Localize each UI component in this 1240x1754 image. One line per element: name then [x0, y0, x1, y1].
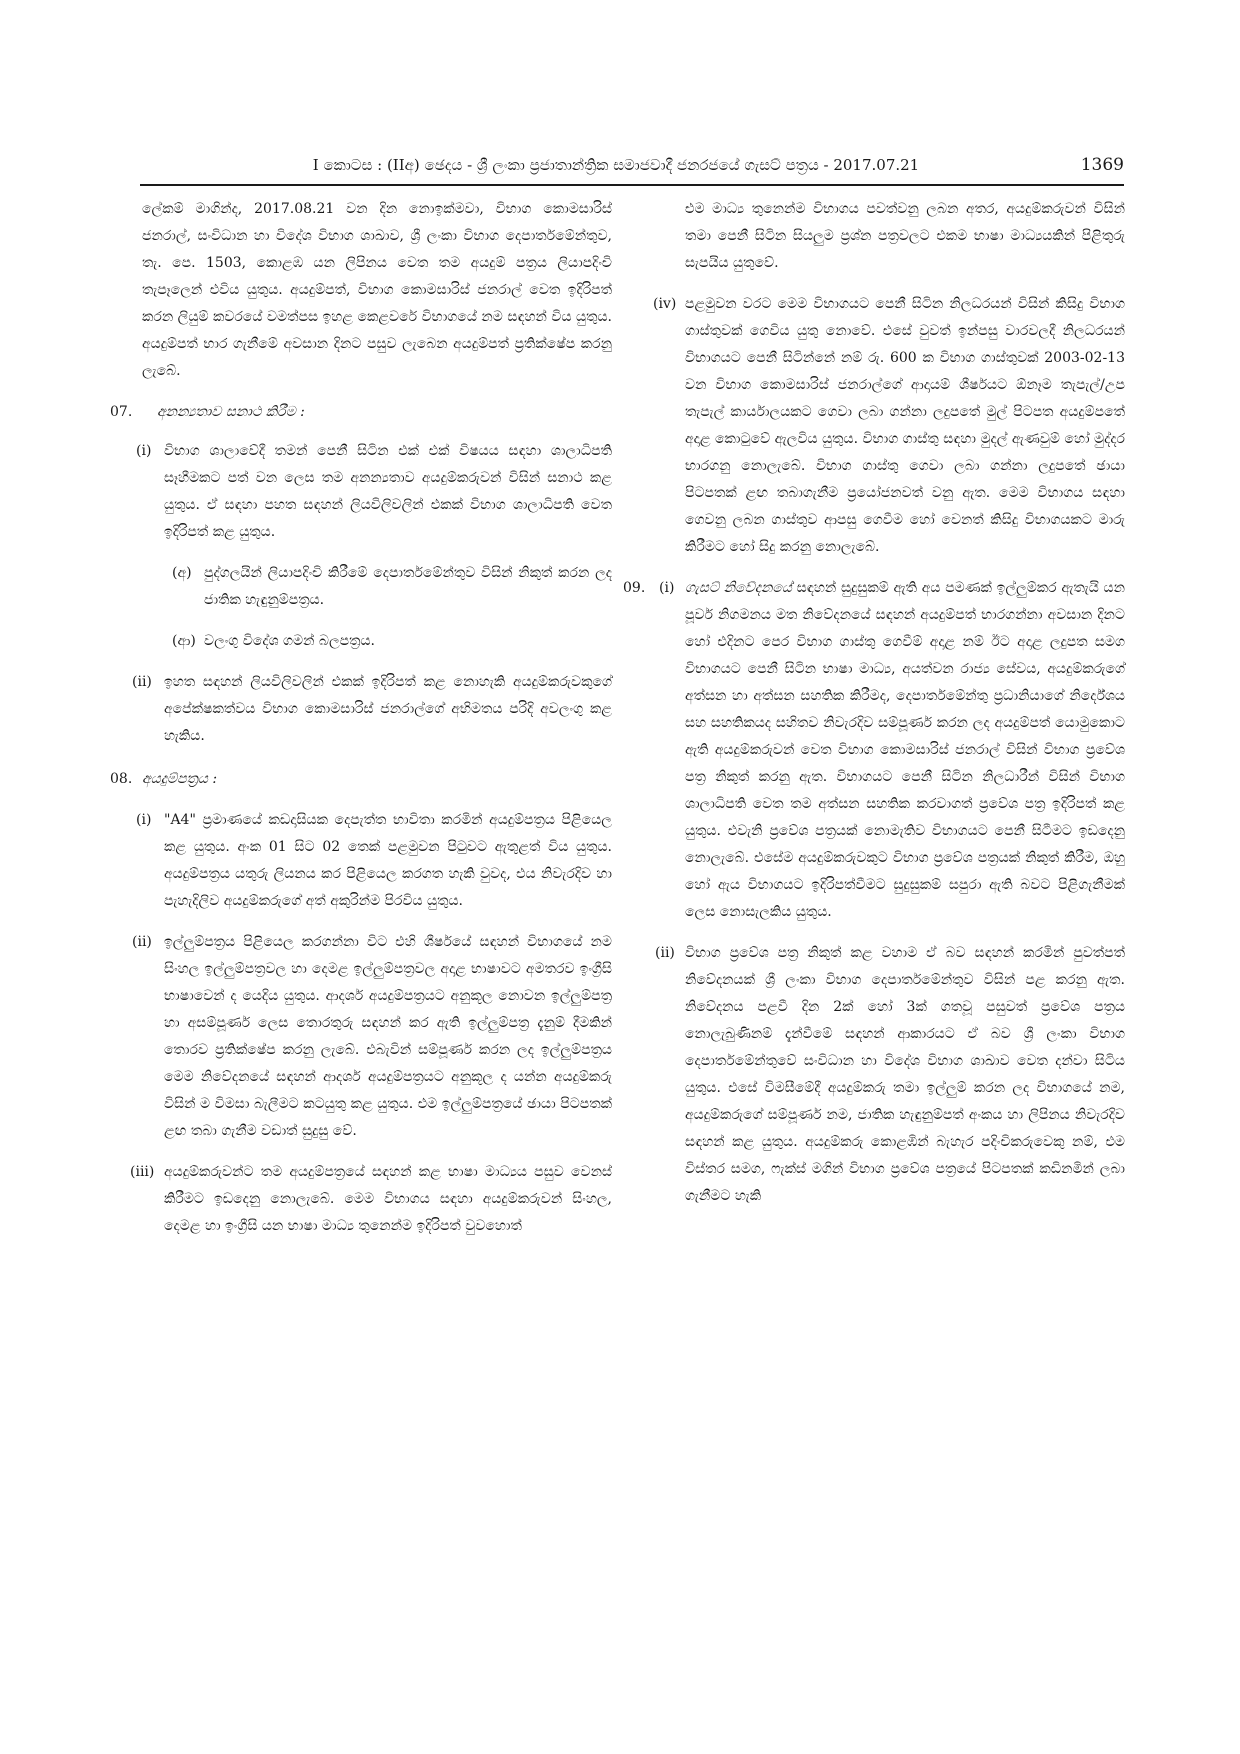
- section-08-title: අයදුම්පත්‍රය :: [142, 771, 218, 787]
- section-08-heading: [110, 766, 612, 793]
- section-07-subitem-a: [172, 560, 612, 614]
- section-07-title: අනන්‍යතාව සනාථ කිරීම :: [157, 404, 305, 420]
- intro-paragraph: ලේකම් මාගින්ද, 2017.08.21 වන දින නොඉක්මවා, විභාග කොමසාරිස් ජනරාල්, සංවිධාන හා විදේශ විභාග ශාඛාව, ශ්‍රී ලංකා විභාග දෙපාර්තමේන්තුව, තැ. පෙ. 1503, කොළඹ යන ලිපිනය වෙත තම අයදුම් පත්‍රය ලියාපදිංචි තැපෑලෙන් එවිය යුතුය. අයදුම්පත්, විභාග කොමසාරිස් ජනරාල් වෙත ඉදිරිපත් කරන ලියුම් කවරයේ වමත්පස ඉහළ කෙළවරේ විභාගයේ නම සඳහන් විය යුතුය. අයදුම්පත් භාර ගැනීමේ අවසාන දිනට පසුව ලැබෙන අයදුම්පත් ප්‍රතික්ෂේප කරනු ලැබේ.: [142, 201, 612, 379]
- item-text: අයදුම්කරුවන්ට තම අයදුම්පත්‍රයේ සඳහන් කළ භාෂා මාධ්‍යය පසුව වෙනස් කිරීමට ඉඩදෙනු නොලැබේ. මෙම විභාගය සඳහා අයදුම්කරුවන් සිංහල, දෙමළ හා ඉංග්‍රීසි යන භාෂා මාධ්‍ය තුනෙන්ම ඉදිරිපත් වුවහොත්: [164, 1164, 612, 1234]
- section-07-heading: [110, 399, 612, 426]
- gazette-title: I කොටස : (IIඅ) ඡෙදය - ශ්‍රී ලංකා ප්‍රජාතාන්ත්‍රික සමාජවාදී ජනරජයේ ගැසට් පත්‍රය - 2017.07.21: [312, 156, 920, 174]
- section-09-number: 09.: [623, 580, 646, 596]
- subitem-label: (ආ): [172, 633, 196, 649]
- section-07-number: 07.: [110, 404, 133, 420]
- section-08-item-i: [136, 807, 612, 915]
- right-column: [623, 196, 1125, 1210]
- section-07-item-i: [136, 438, 612, 546]
- section-09-item-ii: [655, 940, 1125, 1210]
- item-label: (ii): [655, 945, 675, 961]
- subitem-text: පුද්ගලයින් ලියාපදිංචි කිරීමේ දෙපාර්තමේන්තුව විසින් නිකුත් කරන ලද ජාතික හැඳුනුම්පත්‍රය.: [204, 565, 612, 608]
- item-label: (i): [136, 812, 152, 828]
- section-08-item-iv: [653, 291, 1125, 561]
- item-text-body: සඳහන් සුදුසුකම් ඇති අය පමණක් ඉල්ලුම්කර ඇතැයි යන පූර්ව නිගමනය මත නිවේදනයේ සඳහන් අයදුම්පත් භාරගන්නා අවසාන දිනට හෝ එදිනට පෙර විභාග ගාස්තු ගෙවීම් අදාළ නම් ඊට අදාළ ලදුපත සමග විභාගයට පෙනී සිටින භාෂා මාධ්‍ය, අයත්වන රාජ්‍ය සේවය, අයදුම්කරුගේ අත්සන හා අත්සන සහතික කිරීමද, දෙපාර්තමේන්තු ප්‍රධානියාගේ නිර්දේශය සහ සහතිකයද සහිතව නිවැරදිව සම්පූර්ණ කරන ලද අයදුම්පත් යොමුකොට ඇති අයදුම්කරුවන් වෙත විභාග කොමසාරිස් ජනරාල් විසින් විභාග ප්‍රවේශ පත්‍ර නිකුත් කරනු ඇත. විභාගයට පෙනී සිටින නිලධාරීන් විසින් විභාග ශාලාධිපති වෙත තම අත්සන සහතික කරවාගත් ප්‍රවේශ පත්‍ර ඉදිරිපත් කළ යුතුය. එවැනි ප්‍රවේශ පත්‍රයක් නොමැතිව විභාගයට පෙනී සිටීමට ඉඩදෙනු නොලැබේ. එසේම අයදුම්කරුවකුට විභාග ප්‍රවේශ පත්‍රයක් නිකුත් කිරීම, ඔහු හෝ ඇය විභාගයට ඉදිරිපත්වීමට සුදුසුකම් සපුරා ඇති බවට පිළිගැනීමක් ලෙස නොසැලකිය යුතුය.: [685, 580, 1125, 920]
- subitem-text: වලංගු විදේශ ගමන් බලපත්‍රය.: [204, 633, 375, 649]
- item-text: ඉහත සඳහන් ලියවිලිවලින් එකක් ඉදිරිපත් කළ නොහැකි අයදුම්කරුවකුගේ අපේක්ෂකත්වය විභාග කොමසාරිස් ජනරාල්ගේ අභිමතය පරිදි අවලංගු කළ හැකිය.: [164, 674, 612, 744]
- section-07-item-ii: [132, 669, 612, 750]
- section-08-item-iii: [130, 1159, 612, 1240]
- page-number: 1369: [1080, 155, 1124, 175]
- item-label: (ii): [132, 934, 152, 950]
- section-08-number: 08.: [110, 771, 133, 787]
- item-label: (i): [659, 580, 675, 596]
- item-label: (iv): [653, 296, 677, 312]
- page-header: [140, 150, 1124, 180]
- item-label: (iii): [130, 1164, 155, 1180]
- item-label: (ii): [132, 674, 152, 690]
- item-text: ඉල්ලුම්පත්‍රය පිළියෙල කරගන්නා විට එහි ශීර්ෂයේ සඳහන් විභාගයේ නම සිංහල ඉල්ලුම්පත්‍රවල හා දෙමළ ඉල්ලුම්පත්‍රවල අදාළ භාෂාවට අමතරව ඉංග්‍රීසි භාෂාවෙන් ද යෙදිය යුතුය. ආදර්ශ අයදුම්පත්‍රයට අනුකූල නොවන ඉල්ලුම්පත්‍ර හා අසම්පූර්ණ ලෙස තොරතුරු සඳහන් කර ඇති ඉල්ලුම්පත්‍ර දැනුම් දීමකින් තොරව ප්‍රතික්ෂේප කරනු ලැබේ. එබැවින් සම්පූර්ණ කරන ලද ඉල්ලුම්පත්‍රය මෙම නිවේදනයේ සඳහන් ආදර්ශ අයදුම්පත්‍රයට අනුකූල ද යන්න අයදුම්කරු විසින් ම විමසා බැලීමට කටයුතු කළ යුතුය. එම ඉල්ලුම්පත්‍රයේ ඡායා පිටපතක් ළඟ තබා ගැනීම වඩාත් සුදුසු වේ.: [164, 934, 612, 1139]
- continued-paragraph: එම මාධ්‍ය තුනෙන්ම විභාගය පවත්වනු ලබන අතර, අයදුම්කරුවන් විසින් තමා පෙනී සිටින සියලුම ප්‍රශ්න පත්‍රවලට එකම භාෂා මාධ්‍යයකින් පිළිතුරු සැපයිය යුතුවේ.: [685, 201, 1125, 271]
- header-rule: [140, 184, 1124, 186]
- gazette-notice-emphasis: ගැසට් නිවේදනයේ: [685, 580, 792, 596]
- item-label: (i): [136, 443, 152, 459]
- item-text: "A4" ප්‍රමාණයේ කඩදාසියක දෙපැත්ත භාවිතා කරමින් අයදුම්පත්‍රය පිළියෙල කළ යුතුය. අංක 01 සිට 02 තෙක් පළමුවන පිටුවට ඇතුළත් විය යුතුය. අයදුම්පත්‍රය යතුරු ලියනය කර පිළියෙල කරගත හැකි වුවද, එය නිවැරදිව හා පැහැදිලිව අයදුම්කරුගේ අත් අකුරින්ම පිරවිය යුතුය.: [164, 812, 612, 909]
- section-09-item-i: [623, 575, 1125, 926]
- item-text: [685, 575, 1125, 926]
- item-text: විභාග ශාලාවේදී තමන් පෙනී සිටින එක් එක් විෂයය සඳහා ශාලාධිපති සෑහීමකට පත් වන ලෙස තම අනන්‍යතාව අයදුම්කරුවන් විසින් සනාථ කළ යුතුය. ඒ සඳහා පහත සඳහන් ලියවිලිවලින් එකක් විභාග ශාලාධිපති වෙත ඉදිරිපත් කළ යුතුය.: [164, 443, 612, 540]
- item-text: විභාග ප්‍රවේශ පත්‍ර නිකුත් කළ වහාම ඒ බව සඳහන් කරමින් පුවත්පත් නිවේදනයක් ශ්‍රී ලංකා විභාග දෙපාර්තමේන්තුව විසින් පළ කරනු ඇත. නිවේදනය පළවී දින 2ක් හෝ 3ක් ගතවූ පසුවත් ප්‍රවේශ පත්‍රය නොලැබුණිනම් දැන්වීමේ සඳහන් ආකාරයට ඒ බව ශ්‍රී ලංකා විභාග දෙපාර්තමේන්තුවේ සංවිධාන හා විදේශ විභාග ශාඛාව වෙත දන්වා සිටිය යුතුය. එසේ විමසීමේදී අයදුම්කරු තමා ඉල්ලුම් කරන ලද විභාගයේ නම, අයදුම්කරුගේ සම්පූර්ණ නම, ජාතික හැඳුනුම්පත් අංකය හා ලිපිනය නිවැරදිව සඳහන් කළ යුතුය. අයදුම්කරු කොළඹින් බැහැර පදිංචිකරුවෙකු නම්, එම විස්තර සමග, ෆැක්ස් මගින් විභාග ප්‍රවේශ පත්‍රයේ පිටපතක් කඩිනමින් ලබා ගැනීමට හැකි: [685, 945, 1125, 1204]
- section-08-item-ii: [132, 929, 612, 1145]
- left-column: [110, 196, 612, 1240]
- subitem-label: (අ): [172, 565, 192, 581]
- section-07-subitem-aa: [172, 628, 612, 655]
- item-text: පළමුවන වරට මෙම විභාගයට පෙනී සිටින නිලධරයන් විසින් කිසිදු විභාග ගාස්තුවක් ගෙවිය යුතු නොවේ. එසේ වුවත් ඉන්පසු වාරවලදී නිලධරයන් විභාගයට පෙනී සිටින්නේ නම් රු. 600 ක විභාග ගාස්තුවක් 2003-02-13 වන විභාග කොමසාරිස් ජනරාල්ගේ ආදායම් ශීර්ෂයට ඕනෑම තැපැල්/උප තැපැල් කාර්යාලයකට ගෙවා ලබා ගන්නා ලදුපතේ මුල් පිටපත අයදුම්පතේ අදාළ කොටුවේ ඇලවිය යුතුය. විභාග ගාස්තු සඳහා මුදල් ඇණවුම් හෝ මුද්දර භාරගනු නොලැබේ. විභාග ගාස්තු ගෙවා ලබා ගන්නා ලදුපතේ ඡායා පිටපතක් ළඟ තබාගැනීම ප්‍රයෝජනවත් වනු ඇත. මෙම විභාගය සඳහා ගෙවනු ලබන ගාස්තුව ආපසු ගෙවීම හෝ වෙනත් කිසිදු විභාගයකට මාරු කිරීමට හෝ සිදු කරනු නොලැබේ.: [685, 296, 1125, 555]
